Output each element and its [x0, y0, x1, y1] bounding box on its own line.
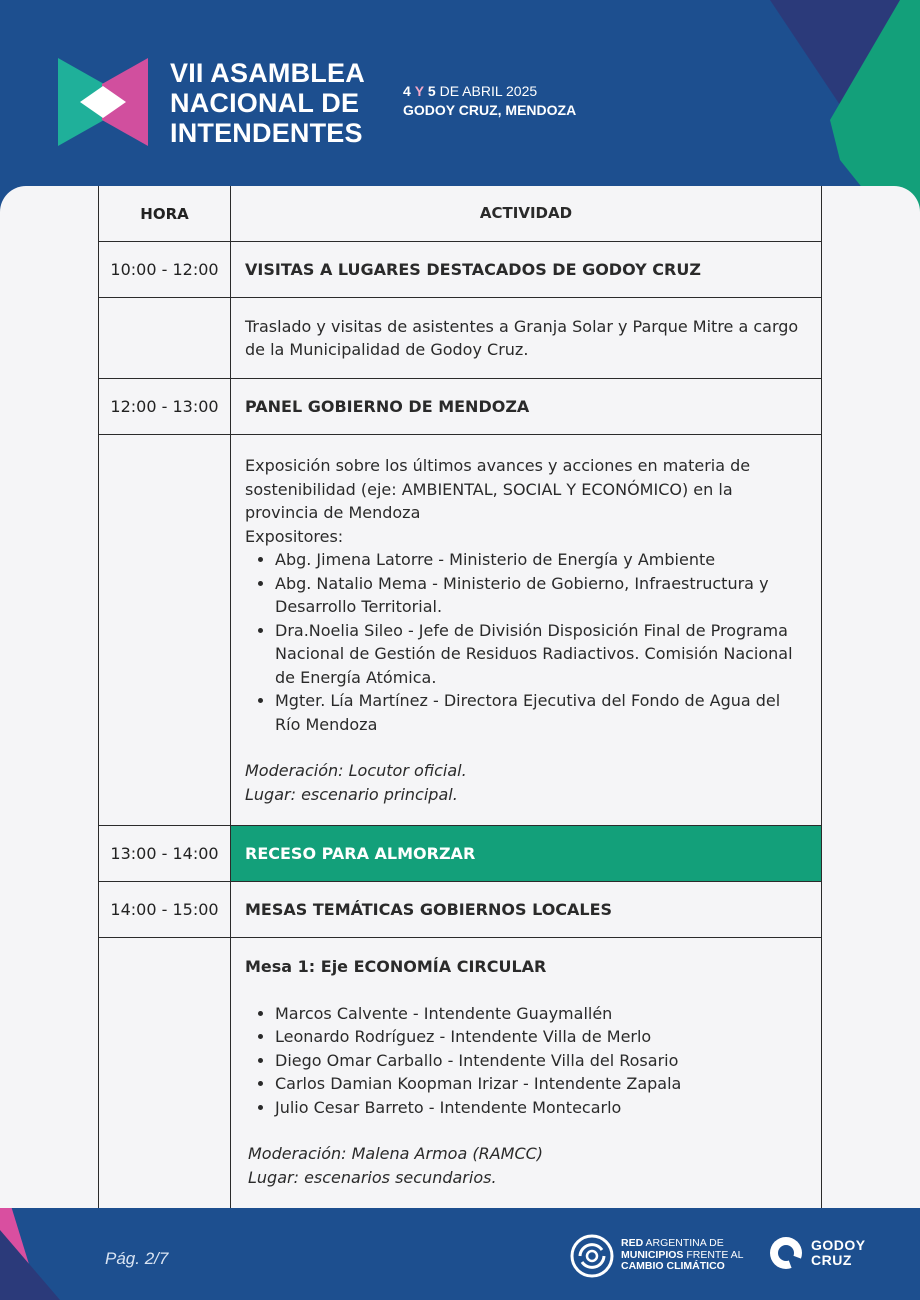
gc-text-line-2: CRUZ	[811, 1252, 852, 1268]
table-row	[98, 379, 822, 435]
ramcc-text-bold: CAMBIO CLIMÁTICO	[621, 1260, 725, 1272]
row-time: 12:00 - 13:00	[98, 379, 231, 434]
row-time: 13:00 - 14:00	[98, 826, 231, 881]
agenda-table	[98, 186, 822, 1208]
event-title-line-3: INTENDENTES	[170, 118, 363, 148]
ramcc-text-bold: MUNICIPIOS	[621, 1248, 684, 1261]
list-item: • Marcos Calvente - Intendente Guaymallén	[275, 1002, 807, 1026]
table-row	[98, 298, 822, 379]
event-title-line-2: NACIONAL DE	[170, 88, 360, 118]
table-row	[98, 826, 822, 882]
row-time: 14:00 - 15:00	[98, 882, 231, 937]
ramcc-logo-text	[621, 1238, 744, 1273]
row-title: VISITAS A LUGARES DESTACADOS DE GODOY CRUZ	[231, 242, 822, 297]
event-date-block	[403, 82, 576, 120]
date-rest: DE ABRIL 2025	[439, 83, 538, 99]
event-title-line-1: VII ASAMBLEA	[170, 58, 365, 88]
ramcc-text: FRENTE AL	[686, 1248, 744, 1261]
list-item: • Julio Cesar Barreto - Intendente Montecarlo	[275, 1096, 807, 1120]
date-day-1: 4	[403, 83, 411, 99]
list-item: • Carlos Damian Koopman Irizar - Intendente Zapala	[275, 1072, 807, 1096]
table-row	[98, 435, 822, 826]
row-mesa-details	[231, 938, 822, 1208]
table-row	[98, 938, 822, 1208]
asamblea-logo-icon	[54, 58, 152, 146]
godoy-cruz-logo-icon	[768, 1235, 804, 1271]
gc-text-line-1: GODOY	[811, 1237, 866, 1253]
page-number: Pág. 2/7	[105, 1249, 169, 1268]
list-item: • Mgter. Lía Martínez - Directora Ejecutiva del Fondo de Agua del Río Mendoza	[275, 689, 807, 736]
venue-note: Lugar: escenarios secundarios.	[248, 1167, 497, 1187]
mesa-title: Mesa 1: Eje ECONOMÍA CIRCULAR	[245, 957, 547, 976]
list-item: • Dra.Noelia Sileo - Jefe de División Disposición Final de Programa Nacional de Gestión de Residuos Radiactivos. Comisión Nacional de Energía Atómica.	[275, 619, 807, 690]
speaker-list	[245, 548, 807, 736]
column-header-hora: HORA	[98, 186, 231, 241]
recess-title: RECESO PARA ALMORZAR	[231, 826, 822, 881]
event-title	[170, 58, 365, 148]
moderation-note: Moderación: Locutor oficial.	[245, 761, 467, 780]
list-item: • Diego Omar Carballo - Intendente Villa del Rosario	[275, 1049, 807, 1073]
ramcc-text-bold: RED	[621, 1237, 644, 1249]
table-header-row	[98, 186, 822, 242]
date-y: Y	[414, 83, 425, 99]
moderation-note: Moderación: Malena Armoa (RAMCC)	[248, 1144, 544, 1163]
godoy-cruz-logo-text	[811, 1238, 866, 1268]
row-title: PANEL GOBIERNO DE MENDOZA	[231, 379, 822, 434]
row-time-empty	[98, 938, 231, 1208]
header	[0, 0, 920, 186]
row-description: Traslado y visitas de asistentes a Granja Solar y Parque Mitre a cargo de la Municipalidad de Godoy Cruz.	[231, 298, 822, 378]
event-location: GODOY CRUZ, MENDOZA	[403, 102, 577, 118]
list-item: • Abg. Natalio Mema - Ministerio de Gobierno, Infraestructura y Desarrollo Territorial.	[275, 572, 807, 619]
column-header-actividad: ACTIVIDAD	[231, 186, 822, 241]
panel-description: Exposición sobre los últimos avances y acciones en materia de sostenibilidad (eje: AMBIENTAL, SOCIAL Y ECONÓMICO) en la provincia de Mendoza	[245, 456, 751, 522]
row-title: MESAS TEMÁTICAS GOBIERNOS LOCALES	[231, 882, 822, 937]
row-time-empty	[98, 298, 231, 378]
ramcc-text: ARGENTINA DE	[645, 1237, 724, 1249]
row-time: 10:00 - 12:00	[98, 242, 231, 297]
speaker-list	[245, 1002, 807, 1120]
row-panel-details	[231, 435, 822, 825]
venue-note: Lugar: escenario principal.	[245, 784, 458, 804]
ramcc-logo-icon	[570, 1234, 614, 1278]
expositores-label: Expositores:	[245, 526, 344, 546]
list-item: • Abg. Jimena Latorre - Ministerio de Energía y Ambiente	[275, 548, 807, 572]
table-row	[98, 882, 822, 938]
list-item: • Leonardo Rodríguez - Intendente Villa de Merlo	[275, 1025, 807, 1049]
table-row	[98, 242, 822, 298]
date-day-2: 5	[427, 83, 436, 99]
row-time-empty	[98, 435, 231, 825]
